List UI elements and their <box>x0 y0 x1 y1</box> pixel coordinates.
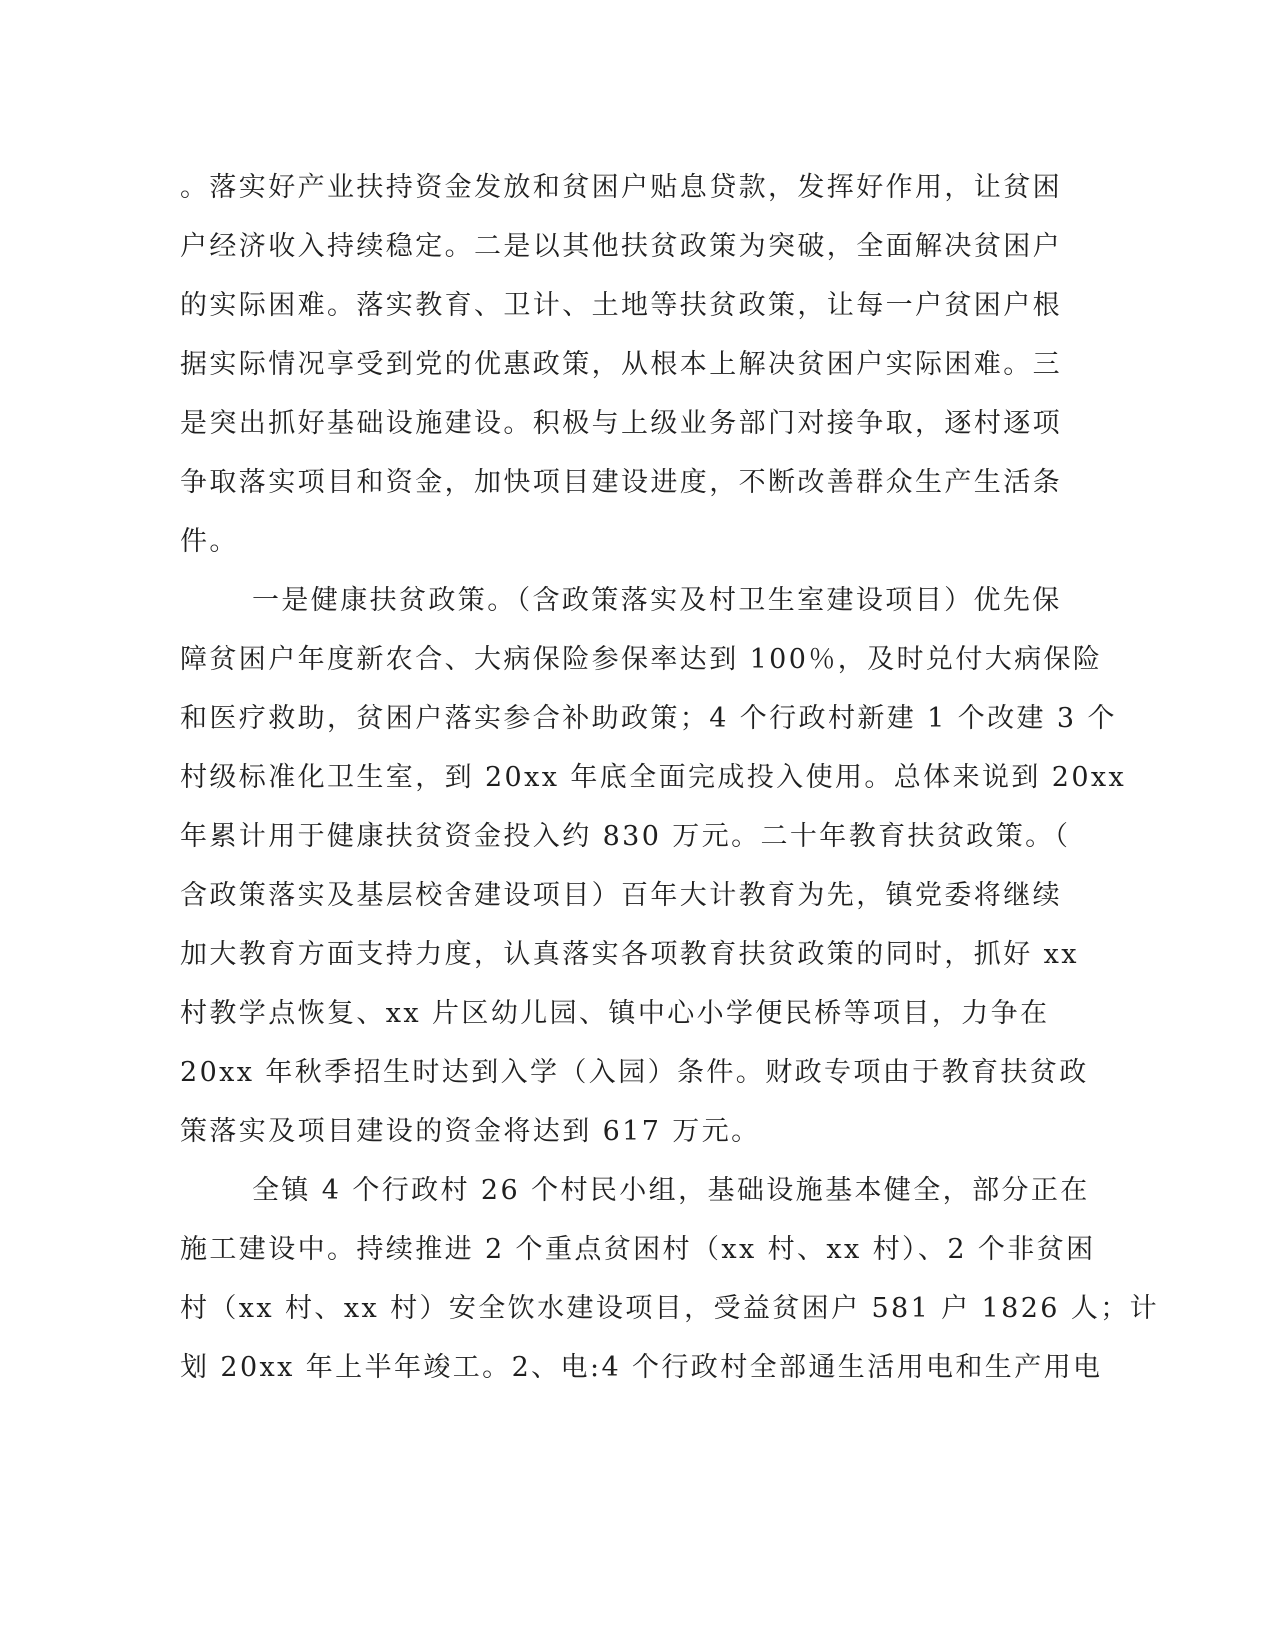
paragraph-first-line: 全镇 4 个行政村 26 个村民小组，基础设施基本健全，部分正在 <box>252 1175 1090 1206</box>
text-line: 争取落实项目和资金，加快项目建设进度，不断改善群众生产生活条 <box>180 467 1062 498</box>
text-line: 20xx 年秋季招生时达到入学（入园）条件。财政专项由于教育扶贫政 <box>180 1057 1089 1088</box>
text-line: 含政策落实及基层校舍建设项目）百年大计教育为先，镇党委将继续 <box>180 880 1062 911</box>
text-line: 村（xx 村、xx 村）安全饮水建设项目，受益贫困户 581 户 1826 人；计 <box>180 1293 1160 1324</box>
text-line: 划 20xx 年上半年竣工。2、电:4 个行政村全部通生活用电和生产用电 <box>180 1352 1103 1383</box>
text-line: 的实际困难。落实教育、卫计、土地等扶贫政策，让每一户贫困户根 <box>180 290 1062 321</box>
text-line: 村教学点恢复、xx 片区幼儿园、镇中心小学便民桥等项目，力争在 <box>180 998 1050 1029</box>
text-line: 件。 <box>180 526 239 557</box>
text-line: 年累计用于健康扶贫资金投入约 830 万元。二十年教育扶贫政策。（ <box>180 821 1071 852</box>
paragraph-first-line: 一是健康扶贫政策。（含政策落实及村卫生室建设项目）优先保 <box>252 585 1062 616</box>
text-line: 施工建设中。持续推进 2 个重点贫困村（xx 村、xx 村）、2 个非贫困 <box>180 1234 1096 1265</box>
text-line: 加大教育方面支持力度，认真落实各项教育扶贫政策的同时，抓好 xx <box>180 939 1079 970</box>
text-line: 和医疗救助，贫困户落实参合补助政策；4 个行政村新建 1 个改建 3 个 <box>180 703 1117 734</box>
text-line: 障贫困户年度新农合、大病保险参保率达到 100％，及时兑付大病保险 <box>180 644 1103 675</box>
text-line: 户经济收入持续稳定。二是以其他扶贫政策为突破，全面解决贫困户 <box>180 231 1062 262</box>
text-line: 村级标准化卫生室，到 20xx 年底全面完成投入使用。总体来说到 20xx <box>180 762 1127 793</box>
body-text <box>180 158 1160 1397</box>
text-line: 。落实好产业扶持资金发放和贫困户贴息贷款，发挥好作用，让贫困 <box>180 172 1062 203</box>
text-line: 据实际情况享受到党的优惠政策，从根本上解决贫困户实际困难。三 <box>180 349 1062 380</box>
text-line: 策落实及项目建设的资金将达到 617 万元。 <box>180 1116 761 1147</box>
text-line: 是突出抓好基础设施建设。积极与上级业务部门对接争取，逐村逐项 <box>180 408 1062 439</box>
